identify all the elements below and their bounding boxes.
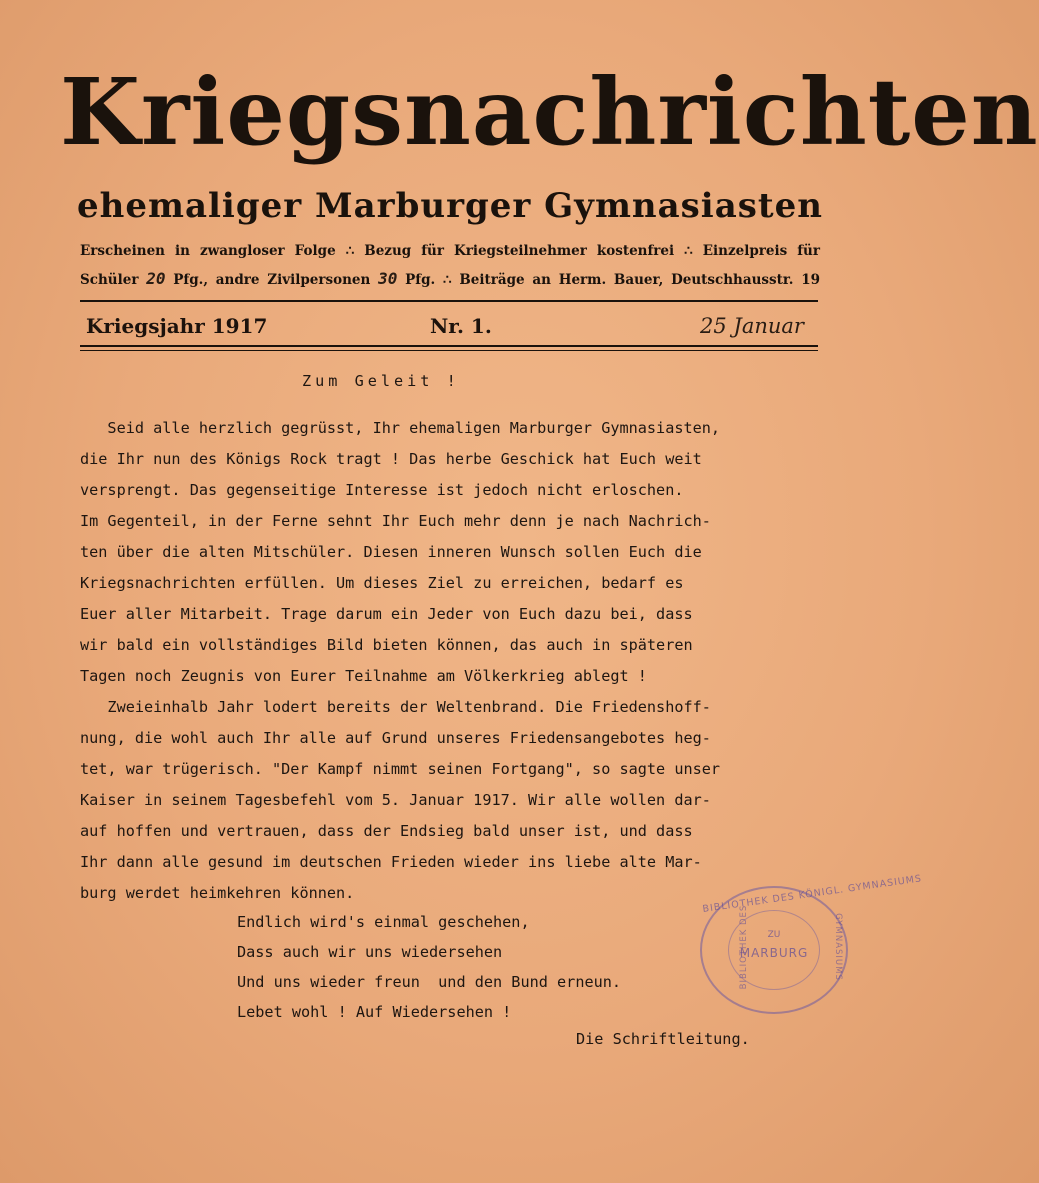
library-stamp-ring-text-right: GYMNASIUMS: [833, 913, 843, 981]
publication-info-line-2: [80, 268, 820, 291]
masthead-rule-top: [80, 300, 818, 302]
library-stamp: [700, 873, 923, 1014]
paragraph-line: Kriegsnachrichten erfüllen. Um dieses Ziel zu erreichen, bedarf es: [80, 574, 684, 592]
issue-year: Kriegsjahr 1917: [86, 314, 268, 338]
info-text-end: Pfg. ∴ Beiträge an Herm. Bauer, Deutschhausstr. 19: [397, 272, 820, 288]
signature: Die Schriftleitung.: [576, 1030, 750, 1048]
masthead-subtitle: ehemaliger Marburger Gymnasiasten: [77, 186, 823, 226]
paragraph-line: Kaiser in seinem Tagesbefehl vom 5. Januar 1917. Wir alle wollen dar-: [80, 791, 711, 809]
paragraph-line: Im Gegenteil, in der Ferne sehnt Ihr Euch mehr denn je nach Nachrich-: [80, 512, 711, 530]
masthead-rule-bottom: [80, 345, 818, 347]
masthead-title: Kriegsnachrichten: [60, 58, 1039, 166]
paragraph-line: versprengt. Das gegenseitige Interesse ist jedoch nicht erloschen.: [80, 481, 684, 499]
library-stamp-zu: ZU: [767, 930, 781, 940]
paragraph-line: tet, war trügerisch. "Der Kampf nimmt seinen Fortgang", so sagte unser: [80, 760, 721, 778]
info-text-mid: Pfg., andre Zivilpersonen: [165, 272, 379, 288]
paragraph-line: die Ihr nun des Königs Rock tragt ! Das herbe Geschick hat Euch weit: [80, 450, 702, 468]
paragraph-line: Ihr dann alle gesund im deutschen Frieden wieder ins liebe alte Mar-: [80, 853, 702, 871]
poem-line: Lebet wohl ! Auf Wiedersehen !: [237, 1003, 512, 1021]
issue-date: 25 Januar: [700, 314, 804, 338]
poem-line: Und uns wieder freun und den Bund erneun.: [237, 973, 622, 991]
price-students: 20: [146, 269, 166, 288]
paragraph-line: nung, die wohl auch Ihr alle auf Grund unseres Friedensangebotes heg-: [80, 729, 711, 747]
poem-line: Dass auch wir uns wiedersehen: [237, 943, 503, 961]
paragraph-line: ten über die alten Mitschüler. Diesen inneren Wunsch sollen Euch die: [80, 543, 702, 561]
issue-number: Nr. 1.: [430, 314, 492, 338]
info-text-start: Schüler: [80, 272, 147, 288]
price-others: 30: [378, 269, 398, 288]
library-stamp-ring-text-left: BIBLIOTHEK DES: [739, 904, 749, 990]
paragraph-line: wir bald ein vollständiges Bild bieten können, das auch in späteren: [80, 636, 693, 654]
masthead-rule-bottom-thin: [80, 350, 818, 351]
paragraph-line: Zweieinhalb Jahr lodert bereits der Weltenbrand. Die Friedenshoff-: [80, 698, 711, 716]
library-stamp-ring-text: BIBLIOTHEK DES KÖNIGL. GYMNASIUMS: [701, 873, 923, 915]
paragraph-line: Euer aller Mitarbeit. Trage darum ein Jeder von Euch dazu bei, dass: [80, 605, 693, 623]
paragraph-line: Tagen noch Zeugnis von Eurer Teilnahme am Völkerkrieg ablegt !: [80, 667, 647, 685]
publication-info-line-1: Erscheinen in zwangloser Folge ∴ Bezug für Kriegsteilnehmer kostenfrei ∴ Einzelpreis für: [80, 243, 820, 259]
paragraph-line: auf hoffen und vertrauen, dass der Endsieg bald unser ist, und dass: [80, 822, 693, 840]
paragraph-line: burg werdet heimkehren können.: [80, 884, 355, 902]
article-heading: Zum Geleit !: [302, 372, 460, 390]
paragraph-line: Seid alle herzlich gegrüsst, Ihr ehemaligen Marburger Gymnasiasten,: [80, 419, 721, 437]
library-stamp-city: MARBURG: [739, 946, 809, 960]
poem-line: Endlich wird's einmal geschehen,: [237, 913, 530, 931]
